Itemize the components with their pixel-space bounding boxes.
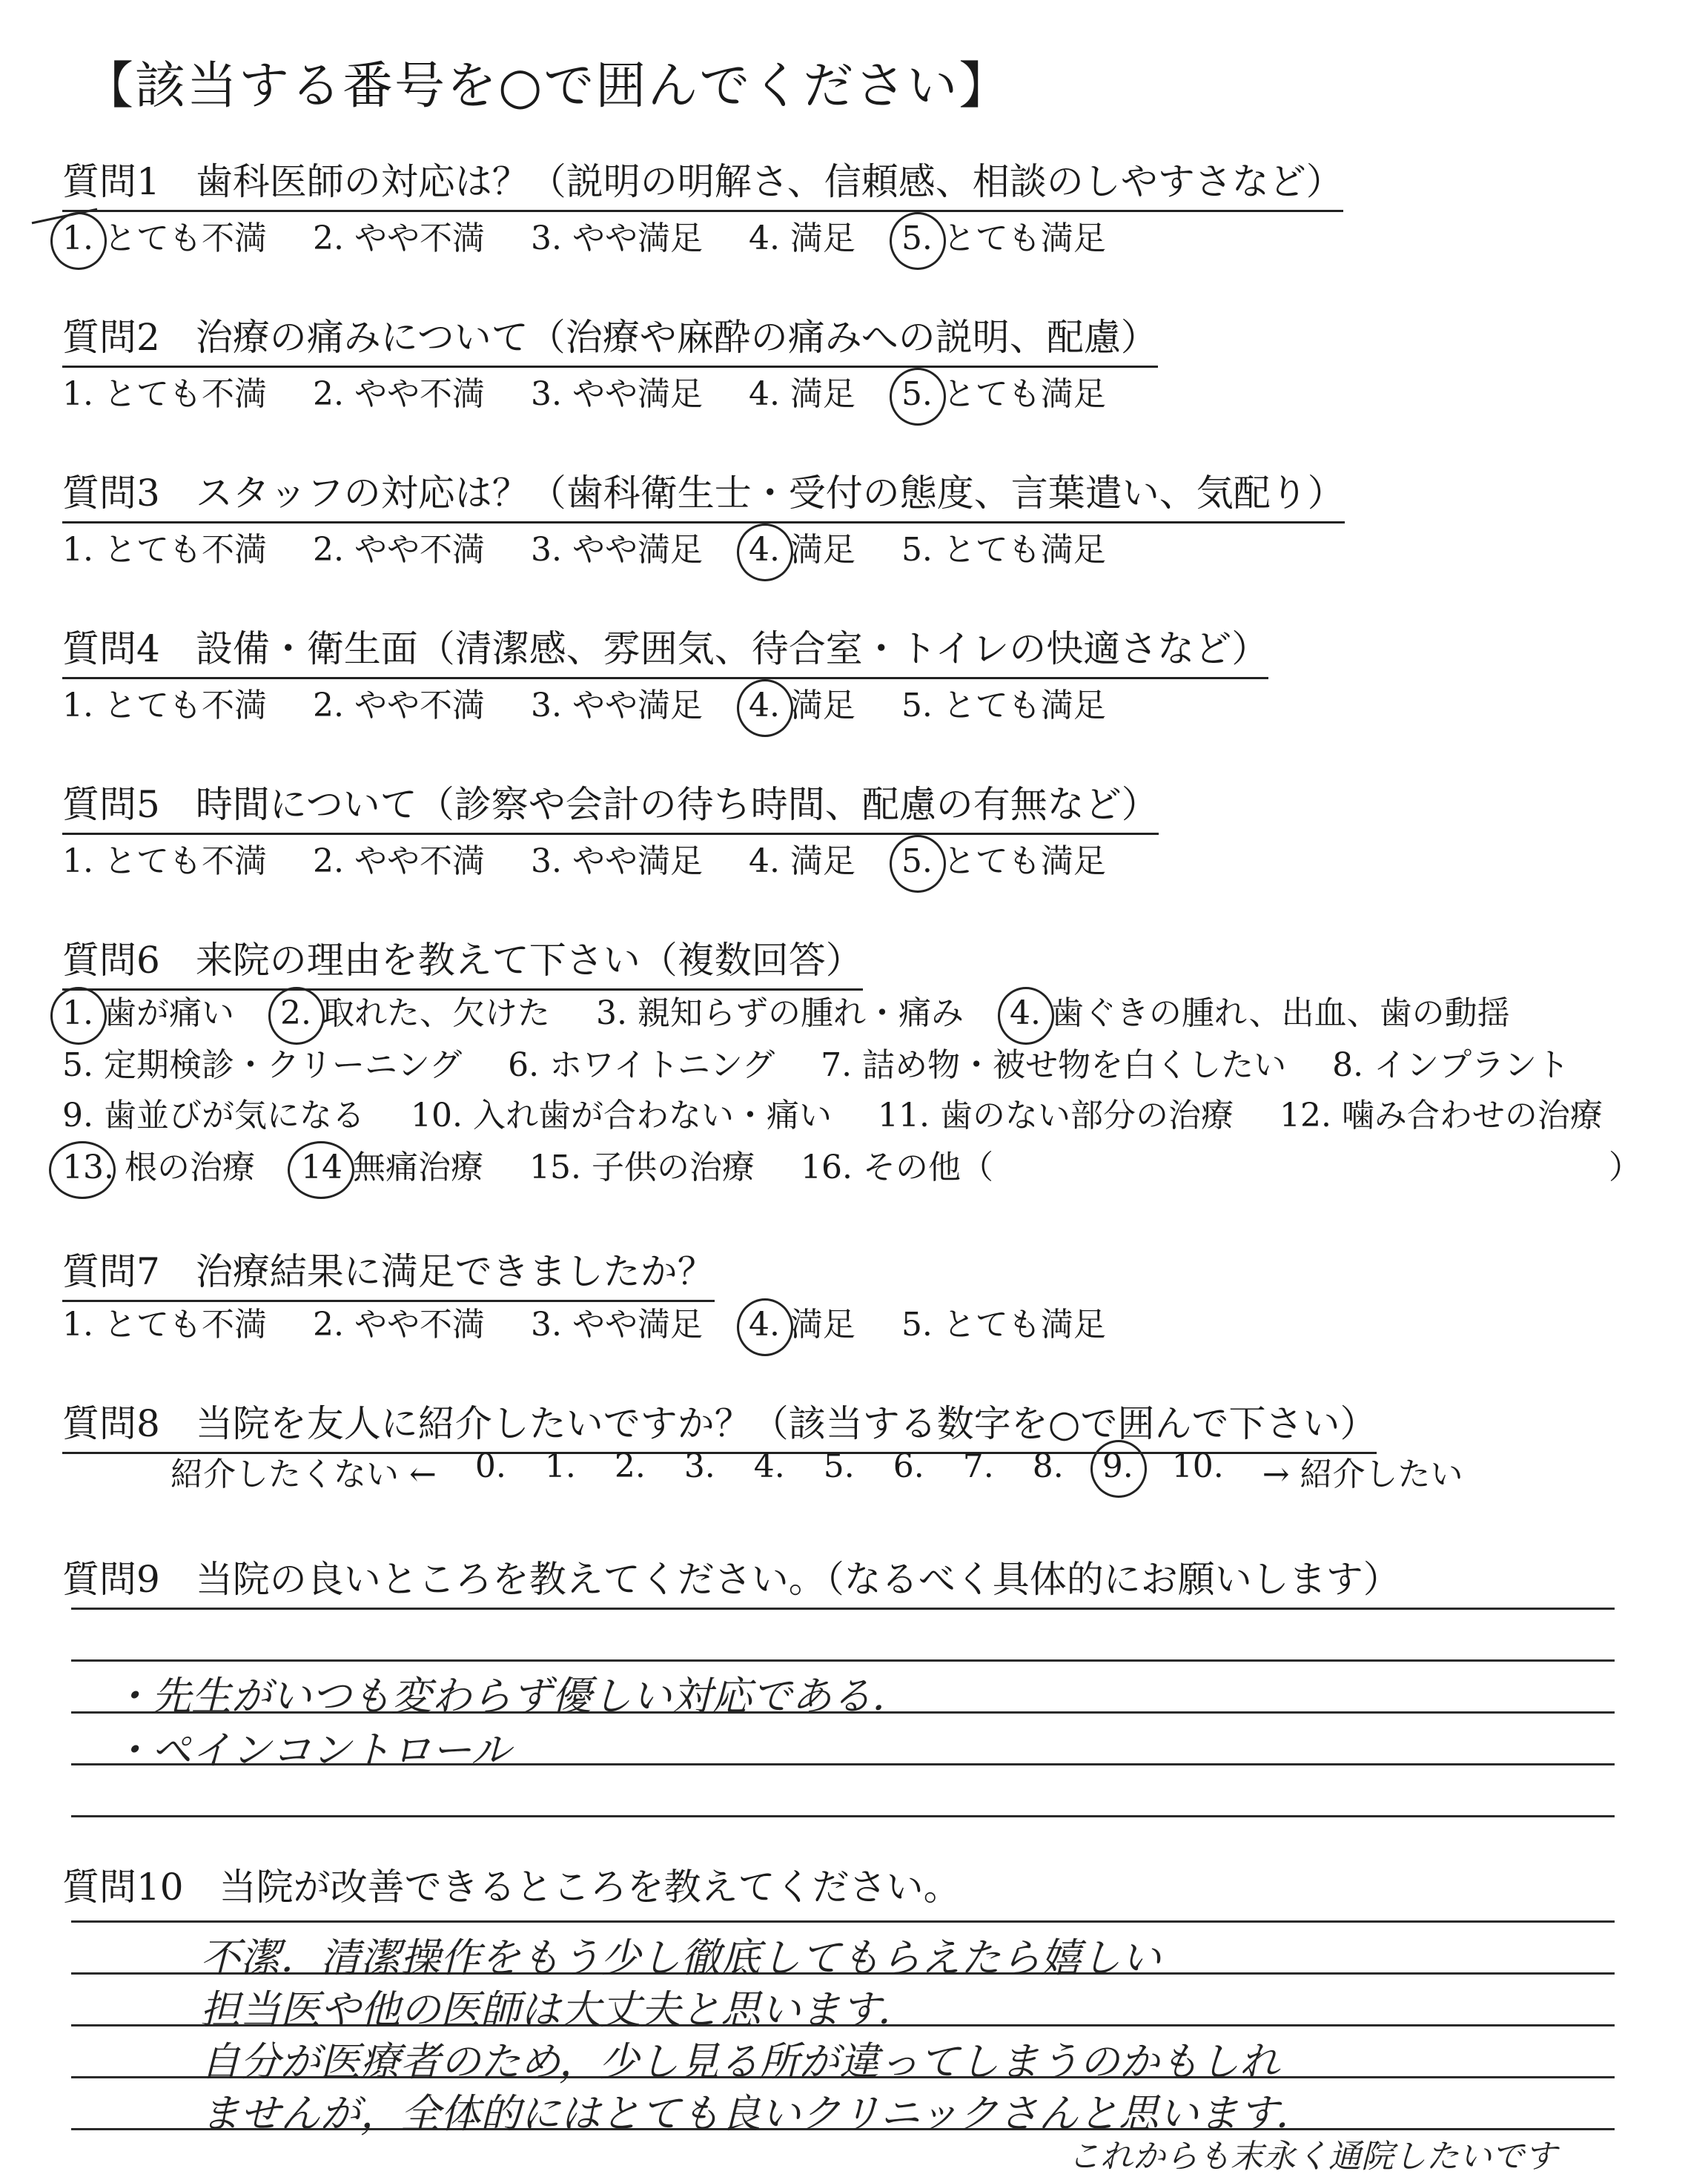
question-9-heading xyxy=(62,1550,1400,1608)
question-3-text: スタッフの対応は？（歯科衛生士・受付の態度、言葉遣い、気配り） xyxy=(195,472,1345,515)
q6-option-7[interactable]: 7. 詰め物・被せ物を白くしたい xyxy=(821,1046,1287,1084)
q7-option-1[interactable]: 1. とても不満 xyxy=(62,1306,267,1344)
q6-option-15[interactable]: 15. 子供の治療 xyxy=(529,1149,755,1186)
q10-answer-line-4: ませんが，全体的にはとても良いクリニックさんと思います． xyxy=(200,2090,1316,2137)
q10-answer-line-1: 不潔．清潔操作をもう少し徹底してもらえたら嬉しい xyxy=(200,1935,1161,1981)
q2-option-4[interactable]: 4. 満足 xyxy=(748,375,855,413)
question-9-text: 当院の良いところを教えてください。（なるべく具体的にお願いします） xyxy=(195,1558,1400,1601)
q6-options-row-2 xyxy=(62,1038,1615,1086)
q4-option-3[interactable]: 3. やや満足 xyxy=(530,687,703,724)
question-1-text: 歯科医師の対応は？（説明の明解さ、信頼感、相談のしやすさなど） xyxy=(195,160,1343,203)
q8-option-8[interactable]: 8. xyxy=(1032,1447,1064,1485)
q7-option-5[interactable]: 5. とても満足 xyxy=(901,1306,1106,1344)
question-8-number: 質問8 xyxy=(62,1402,160,1445)
q10-answer-line-5: これからも末永く通院したいです xyxy=(1068,2138,1557,2176)
q8-option-4[interactable]: 4. xyxy=(753,1447,785,1485)
question-10-heading xyxy=(62,1857,961,1915)
q2-option-1[interactable]: 1. とても不満 xyxy=(62,375,267,413)
question-1-number: 質問1 xyxy=(62,160,160,203)
question-2-number: 質問2 xyxy=(62,316,160,359)
q6-option-11[interactable]: 11. 歯のない部分の治療 xyxy=(877,1097,1234,1134)
q1-option-5[interactable]: 5. とても満足 xyxy=(901,219,1106,257)
q5-option-2[interactable]: 2. やや不満 xyxy=(312,842,485,880)
question-9-number: 質問9 xyxy=(62,1558,160,1601)
q10-answer-line-2: 担当医や他の医師は大丈夫と思います． xyxy=(200,1986,918,2033)
q4-option-4[interactable]: 4. 満足 xyxy=(748,687,855,724)
answer-line xyxy=(71,1608,1615,1610)
question-2-text: 治療の痛みについて（治療や麻酔の痛みへの説明、配慮） xyxy=(195,316,1158,359)
q9-answer-line-1: ・先生がいつも変わらず優しい対応である． xyxy=(111,1673,912,1720)
answer-line xyxy=(71,1815,1615,1817)
q6-option-8[interactable]: 8. インプラント xyxy=(1332,1046,1570,1084)
q1-option-3[interactable]: 3. やや満足 xyxy=(530,219,703,257)
q8-option-1[interactable]: 1. xyxy=(544,1447,576,1485)
question-2-options xyxy=(62,367,1152,414)
question-3-options xyxy=(62,523,1152,570)
question-3-heading xyxy=(62,463,1345,523)
q6-options-row-1 xyxy=(62,986,1556,1034)
q6-options-row-3 xyxy=(62,1088,1649,1136)
q3-option-2[interactable]: 2. やや不満 xyxy=(312,531,485,569)
q3-option-3[interactable]: 3. やや満足 xyxy=(530,531,703,569)
q3-option-5[interactable]: 5. とても満足 xyxy=(901,531,1106,569)
q8-option-10[interactable]: 10. xyxy=(1171,1447,1224,1485)
question-10-number: 質問10 xyxy=(62,1866,184,1909)
q4-option-1[interactable]: 1. とても不満 xyxy=(62,687,267,724)
q6-option-6[interactable]: 6. ホワイトニング xyxy=(508,1046,775,1084)
question-6-heading xyxy=(62,931,863,991)
answer-line xyxy=(71,1920,1615,1923)
question-5-options xyxy=(62,834,1152,882)
q8-option-9[interactable]: 9. xyxy=(1102,1447,1133,1485)
q6-option-16[interactable]: 16. その他（ xyxy=(800,1149,993,1186)
q6-option-1[interactable]: 1. 歯が痛い xyxy=(62,994,234,1032)
q8-left-label: 紹介したくない ← xyxy=(171,1456,437,1493)
question-5-number: 質問5 xyxy=(62,783,160,826)
answer-line xyxy=(71,1659,1615,1662)
q6-option-5[interactable]: 5. 定期検診・クリーニング xyxy=(62,1046,463,1084)
q1-option-4[interactable]: 4. 満足 xyxy=(748,219,855,257)
q8-option-6[interactable]: 6. xyxy=(893,1447,924,1485)
q6-options-row-4 xyxy=(62,1140,1039,1188)
question-1-heading xyxy=(62,152,1343,212)
question-6-number: 質問6 xyxy=(62,939,160,982)
q1-option-1[interactable]: 1. とても不満 xyxy=(62,219,267,257)
q6-option-9[interactable]: 9. 歯並びが気になる xyxy=(62,1097,365,1134)
q6-option-3[interactable]: 3. 親知らずの腫れ・痛み xyxy=(595,994,964,1032)
q5-option-5[interactable]: 5. とても満足 xyxy=(901,842,1106,880)
question-4-number: 質問4 xyxy=(62,627,160,670)
q6-option-10[interactable]: 10. 入れ歯が合わない・痛い xyxy=(410,1097,832,1134)
question-4-options xyxy=(62,678,1152,726)
form-title: 【該当する番号を○で囲んでください】 xyxy=(83,57,1011,116)
question-8-text: 当院を友人に紹介したいですか？（該当する数字を○で囲んで下さい） xyxy=(195,1402,1377,1445)
q6-option-4[interactable]: 4. 歯ぐきの腫れ、出血、歯の動揺 xyxy=(1009,994,1510,1032)
question-3-number: 質問3 xyxy=(62,472,160,515)
question-5-heading xyxy=(62,775,1159,835)
question-5-text: 時間について（診察や会計の待ち時間、配慮の有無など） xyxy=(195,783,1159,826)
q5-option-4[interactable]: 4. 満足 xyxy=(748,842,855,880)
q8-right-label: → 紹介したい xyxy=(1262,1456,1463,1493)
q6-option-12[interactable]: 12. 噛み合わせの治療 xyxy=(1279,1097,1603,1134)
question-10-text: 当院が改善できるところを教えてください。 xyxy=(219,1866,961,1909)
q10-answer-line-3: 自分が医療者のため，少し見る所が違ってしまうのかもしれ xyxy=(200,2038,1280,2085)
q4-option-5[interactable]: 5. とても満足 xyxy=(901,687,1106,724)
q8-scale-row xyxy=(171,1447,1502,1495)
q8-option-5[interactable]: 5. xyxy=(823,1447,855,1485)
question-4-heading xyxy=(62,619,1268,679)
q6-other-close-paren: ） xyxy=(1609,1149,1641,1186)
question-4-text: 設備・衛生面（清潔感、雰囲気、待合室・トイレの快適さなど） xyxy=(195,627,1269,670)
q5-option-1[interactable]: 1. とても不満 xyxy=(62,842,267,880)
question-2-heading xyxy=(62,308,1158,368)
q7-option-2[interactable]: 2. やや不満 xyxy=(312,1306,485,1344)
question-1-options xyxy=(62,211,1152,259)
q2-option-5[interactable]: 5. とても満足 xyxy=(901,375,1106,413)
q8-option-7[interactable]: 7. xyxy=(962,1447,994,1485)
question-7-heading xyxy=(62,1242,715,1302)
q1-option-2[interactable]: 2. やや不満 xyxy=(312,219,485,257)
question-7-options xyxy=(62,1298,1152,1345)
q6-option-13[interactable]: 13. 根の治療 xyxy=(62,1149,255,1186)
q6-option-2[interactable]: 2. 取れた、欠けた xyxy=(279,994,550,1032)
q3-option-1[interactable]: 1. とても不満 xyxy=(62,531,267,569)
q6-option-14[interactable]: 14 無痛治療 xyxy=(300,1149,483,1186)
q8-option-3[interactable]: 3. xyxy=(683,1447,715,1485)
question-7-number: 質問7 xyxy=(62,1250,160,1293)
q5-option-3[interactable]: 3. やや満足 xyxy=(530,842,703,880)
q7-option-3[interactable]: 3. やや満足 xyxy=(530,1306,703,1344)
q7-option-4[interactable]: 4. 満足 xyxy=(748,1306,855,1344)
question-6-text: 来院の理由を教えて下さい（複数回答） xyxy=(195,939,863,982)
q2-option-3[interactable]: 3. やや満足 xyxy=(530,375,703,413)
q9-answer-line-2: ・ペインコントロール xyxy=(111,1727,511,1774)
question-8-heading xyxy=(62,1394,1377,1454)
q3-option-4[interactable]: 4. 満足 xyxy=(748,531,855,569)
question-7-text: 治療結果に満足できましたか？ xyxy=(195,1250,715,1293)
q8-option-0[interactable]: 0. xyxy=(474,1447,506,1485)
q2-option-2[interactable]: 2. やや不満 xyxy=(312,375,485,413)
q4-option-2[interactable]: 2. やや不満 xyxy=(312,687,485,724)
q8-option-2[interactable]: 2. xyxy=(614,1447,646,1485)
